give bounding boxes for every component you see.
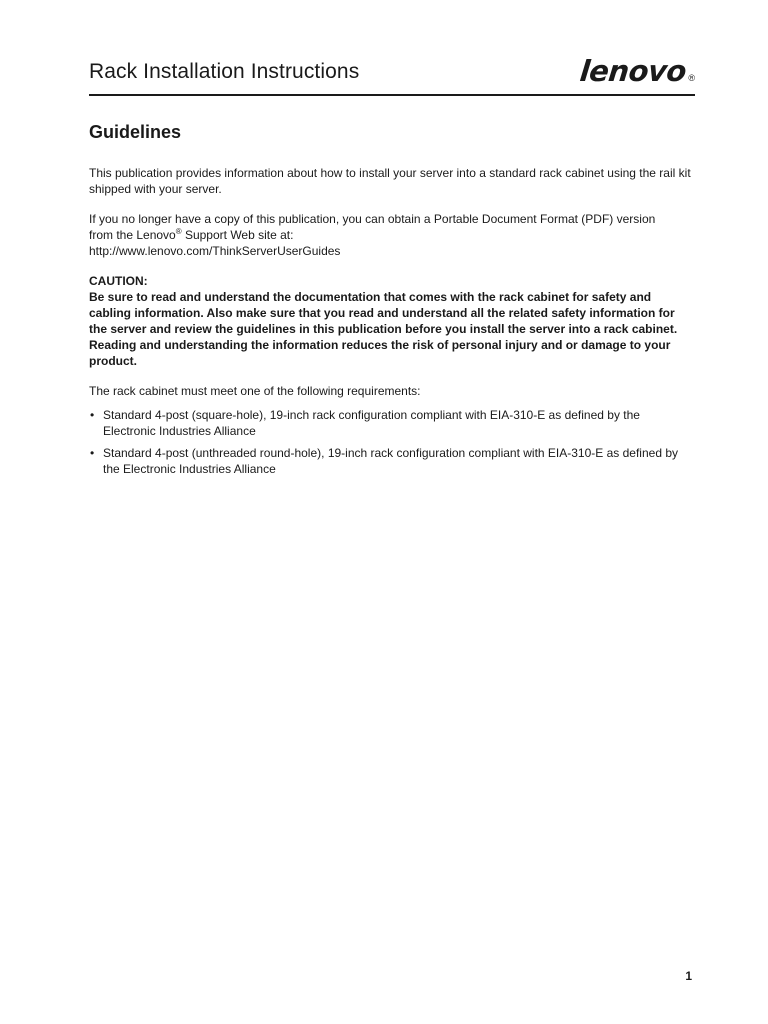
list-item-text: Standard 4-post (unthreaded round-hole), 19-inch rack configuration compliant with EIA-310-E as defined by the Electronic Industries Alliance	[103, 446, 678, 476]
document-body	[89, 165, 695, 483]
requirements-list	[89, 407, 695, 477]
bullet-icon: •	[90, 408, 95, 422]
registered-mark-icon: ®	[688, 73, 695, 83]
list-item	[89, 445, 695, 477]
list-item	[89, 407, 695, 439]
lenovo-logo	[580, 56, 695, 86]
section-heading: Guidelines	[89, 122, 182, 142]
page-number: 1	[685, 969, 692, 983]
pdf-line-2a: from the Lenovo	[89, 228, 176, 242]
intro-paragraph: This publication provides information about how to install your server into a standard rack cabinet using the rail kit shipped with your server.	[89, 166, 691, 196]
registered-mark-icon: ®	[175, 227, 182, 236]
requirements-intro: The rack cabinet must meet one of the following requirements:	[89, 384, 421, 398]
bullet-icon: •	[90, 446, 95, 460]
caution-label: CAUTION:	[89, 274, 148, 288]
document-title: Rack Installation Instructions	[89, 60, 360, 83]
page-header	[89, 56, 695, 96]
list-item-text: Standard 4-post (square-hole), 19-inch rack configuration compliant with EIA-310-E as defined by the Electronic Industries Alliance	[103, 408, 640, 438]
support-url: http://www.lenovo.com/ThinkServerUserGuides	[89, 244, 341, 258]
caution-text: Be sure to read and understand the documentation that comes with the rack cabinet for safety and cabling information. Also make sure that you read and understand all the related safety information for the server and review the guidelines in this publication before you install the server into a rack cabinet. Reading and understanding the information reduces the risk of personal injury and or damage to your product.	[89, 290, 678, 368]
pdf-line-2b: Support Web site at:	[181, 228, 294, 242]
caution-block	[89, 273, 695, 369]
logo-wordmark: lenovo	[578, 54, 689, 88]
pdf-line-1: If you no longer have a copy of this publication, you can obtain a Portable Document Format (PDF) version	[89, 212, 656, 226]
pdf-paragraph	[89, 211, 695, 259]
